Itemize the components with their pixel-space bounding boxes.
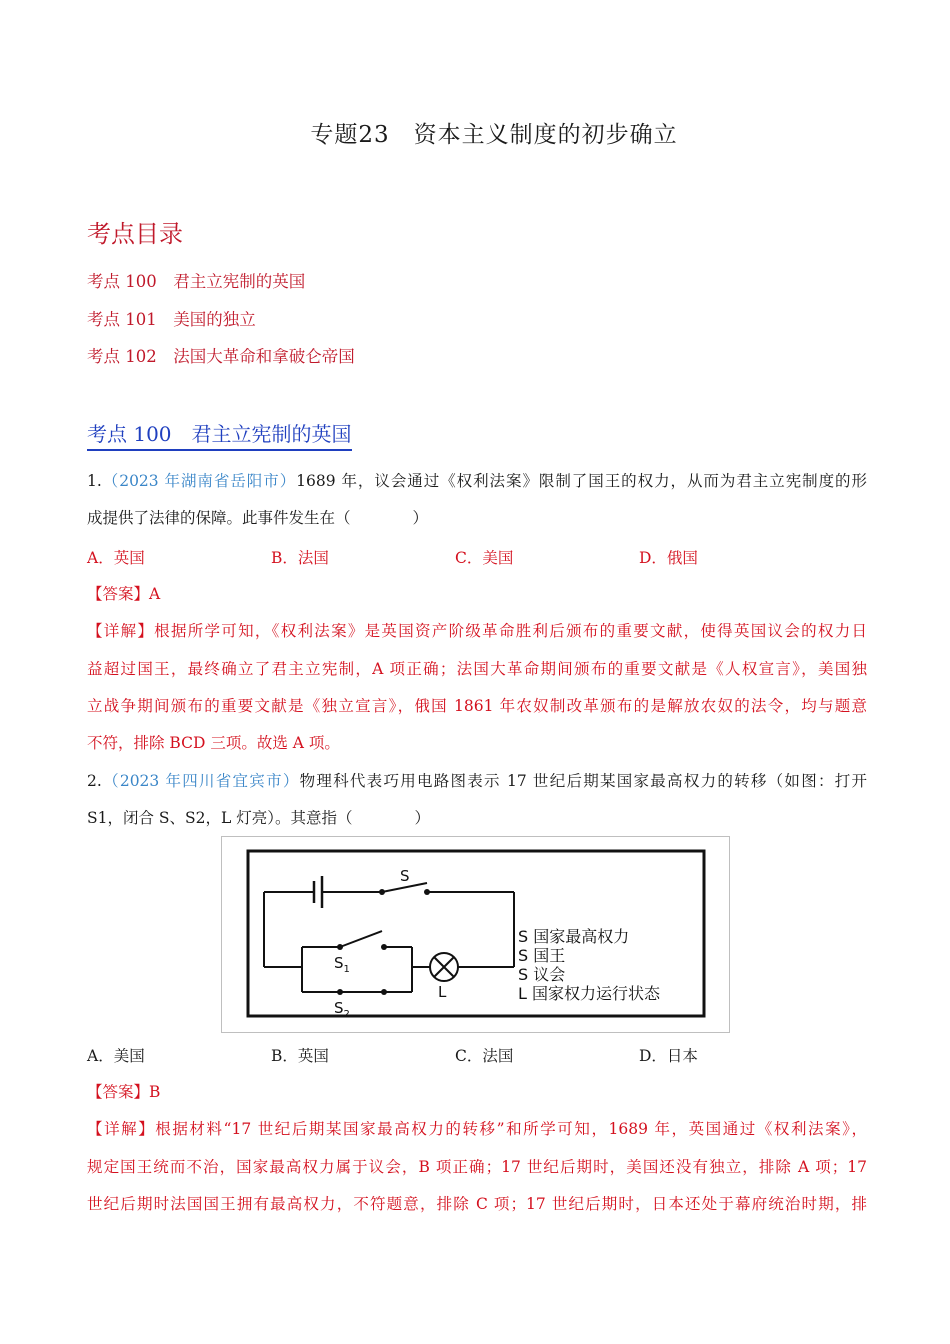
q2-option-a: A．美国: [87, 1047, 145, 1065]
circuit-svg: [222, 837, 729, 1032]
q1-detail-line2: 益超过国王，最终确立了君主立宪制，A 项正确；法国大革命期间颁布的重要文献是《人权宣言》，美国独: [87, 660, 867, 678]
q2-stem-text1: 物理科代表巧用电路图表示 17 世纪后期某国家最高权力的转移（如图：打开: [299, 772, 867, 790]
legend-item-1: S 国家最高权力: [518, 927, 630, 946]
q1-detail-label: 【详解】: [87, 622, 155, 640]
q2-source: （2023 年四川省宜宾市）: [101, 772, 300, 790]
legend-item-2: S 国王: [518, 946, 566, 965]
label-s: S: [400, 867, 410, 885]
page-title: 专题23 资本主义制度的初步确立: [310, 122, 678, 148]
toc-item-101[interactable]: 考点 101 美国的独立: [87, 310, 256, 329]
q2-detail-label: 【详解】: [87, 1120, 156, 1138]
q2-option-c: C．法国: [455, 1047, 514, 1065]
circuit-diagram: [221, 836, 730, 1033]
q2-detail-line1: [87, 1119, 867, 1139]
q1-source: （2023 年湖南省岳阳市）: [101, 472, 297, 490]
q1-detail-text1: 根据所学可知，《权利法案》是英国资产阶级革命胜利后颁布的重要文献，使得英国议会的权力日: [154, 622, 867, 640]
q1-option-c: C．美国: [455, 549, 514, 567]
q1-stem-text1: 1689 年，议会通过《权利法案》限制了国王的权力，从而为君主立宪制度的形: [296, 472, 867, 490]
q2-detail-line2: 规定国王统而不治，国家最高权力属于议会，B 项正确；17 世纪后期时，美国还没有独立，排除 A 项；17: [87, 1158, 867, 1176]
circuit-wires: [264, 876, 514, 992]
q2-detail-line3: 世纪后期时法国国王拥有最高权力，不符题意，排除 C 项；17 世纪后期时，日本还处于幕府统治时期，排: [87, 1195, 867, 1213]
toc-item-100[interactable]: 考点 100 君主立宪制的英国: [87, 272, 306, 291]
q2-option-d: D．日本: [639, 1047, 698, 1065]
label-s1: $S_1$: [334, 954, 350, 975]
section-heading: 考点 100 君主立宪制的英国: [87, 418, 352, 451]
q1-answer: 【答案】A: [87, 585, 161, 603]
q1-option-d: D．俄国: [639, 549, 698, 567]
toc-heading: 考点目录: [87, 220, 183, 248]
q1-option-b: B．法国: [271, 549, 329, 567]
toc-item-102[interactable]: 考点 102 法国大革命和拿破仑帝国: [87, 347, 355, 366]
q1-number: 1.: [87, 472, 102, 490]
legend-item-3: S 议会: [518, 965, 566, 984]
label-l: L: [438, 983, 447, 1001]
q2-detail-text1: 根据材料“17 世纪后期某国家最高权力的转移”和所学可知，1689 年，英国通过《权利法案》，: [155, 1120, 867, 1138]
q2-answer: 【答案】B: [87, 1083, 161, 1101]
q1-stem-line1: [87, 471, 867, 491]
q1-detail-line1: [87, 621, 867, 641]
q1-stem-line2: 成提供了法律的保障。此事件发生在（ ）: [87, 509, 429, 527]
q2-number: 2.: [87, 772, 102, 790]
q2-stem-line2: S1，闭合 S、S2，L 灯亮）。其意指（ ）: [87, 809, 430, 827]
q1-option-a: A．英国: [87, 549, 145, 567]
legend-item-4: L 国家权力运行状态: [518, 984, 661, 1003]
q2-stem-line1: [87, 771, 867, 791]
label-s2: $S_2$: [334, 999, 350, 1020]
q1-detail-line3: 立战争期间颁布的重要文献是《独立宣言》，俄国 1861 年农奴制改革颁布的是解放农奴的法令，均与题意: [87, 697, 867, 715]
q2-option-b: B．英国: [271, 1047, 329, 1065]
q1-detail-line4: 不符，排除 BCD 三项。故选 A 项。: [87, 734, 340, 752]
